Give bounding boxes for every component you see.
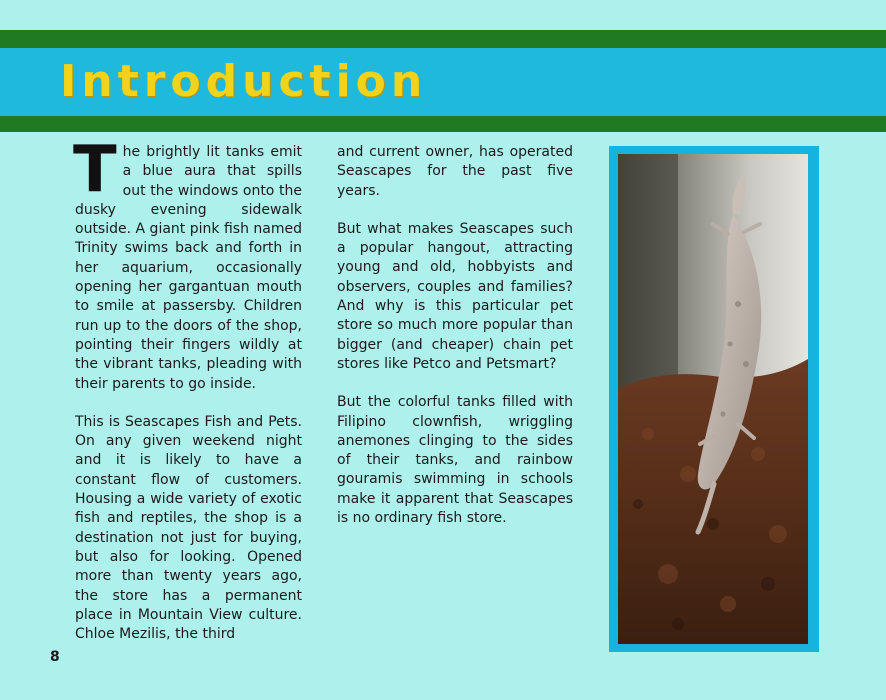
dropcap: T [73, 133, 117, 207]
photo-frame [609, 146, 819, 652]
page-number: 8 [50, 649, 60, 665]
gecko-photo [618, 154, 808, 644]
article-paragraph: But the colorful tanks filled with Filipino clownfish, wriggling anemones clinging to the sides of their tanks, and rainbow gouramis swimming in schools make it apparent that Seascapes is no ordinary fish store. [337, 394, 573, 527]
header-green-band-bottom [0, 116, 886, 132]
article-paragraph: and current owner, has operated Seascapes for the past five years. [337, 144, 573, 199]
article-paragraph: This is Seascapes Fish and Pets. On any given weekend night and it is likely to have a constant flow of customers. Housing a wide variety of exotic fish and reptiles, the shop is a destination not just for buying, but also for looking. Opened more than twenty years ago, the store has a permanent place in Mountain View culture. Chloe Mezilis, the third [75, 413, 302, 643]
paragraph-text: he brightly lit tanks emit a blue aura that spills out the windows onto the dusky evening sidewalk outside. A giant pink fish named Trinity swims back and forth in her aquarium, occasionally opening her gargantuan mouth to smile at passersby. Children run up to the doors of the shop, pointing their fingers wildly at the vibrant tanks, pleading with their parents to go inside. [75, 144, 302, 392]
article-column-1 [73, 133, 302, 663]
header-green-band-top [0, 30, 886, 48]
article-paragraph: But what makes Seascapes such a popular hangout, attracting young and old, hobbyists and observers, couples and families? And why is this particular pet store so much more popular than bigger (and cheaper) chain pet stores like Petco and Petsmart? [337, 220, 573, 372]
gecko-image [618, 154, 808, 644]
article-column-2 [337, 143, 573, 547]
article-paragraph [73, 133, 302, 394]
page-title: Introduction [60, 56, 428, 107]
